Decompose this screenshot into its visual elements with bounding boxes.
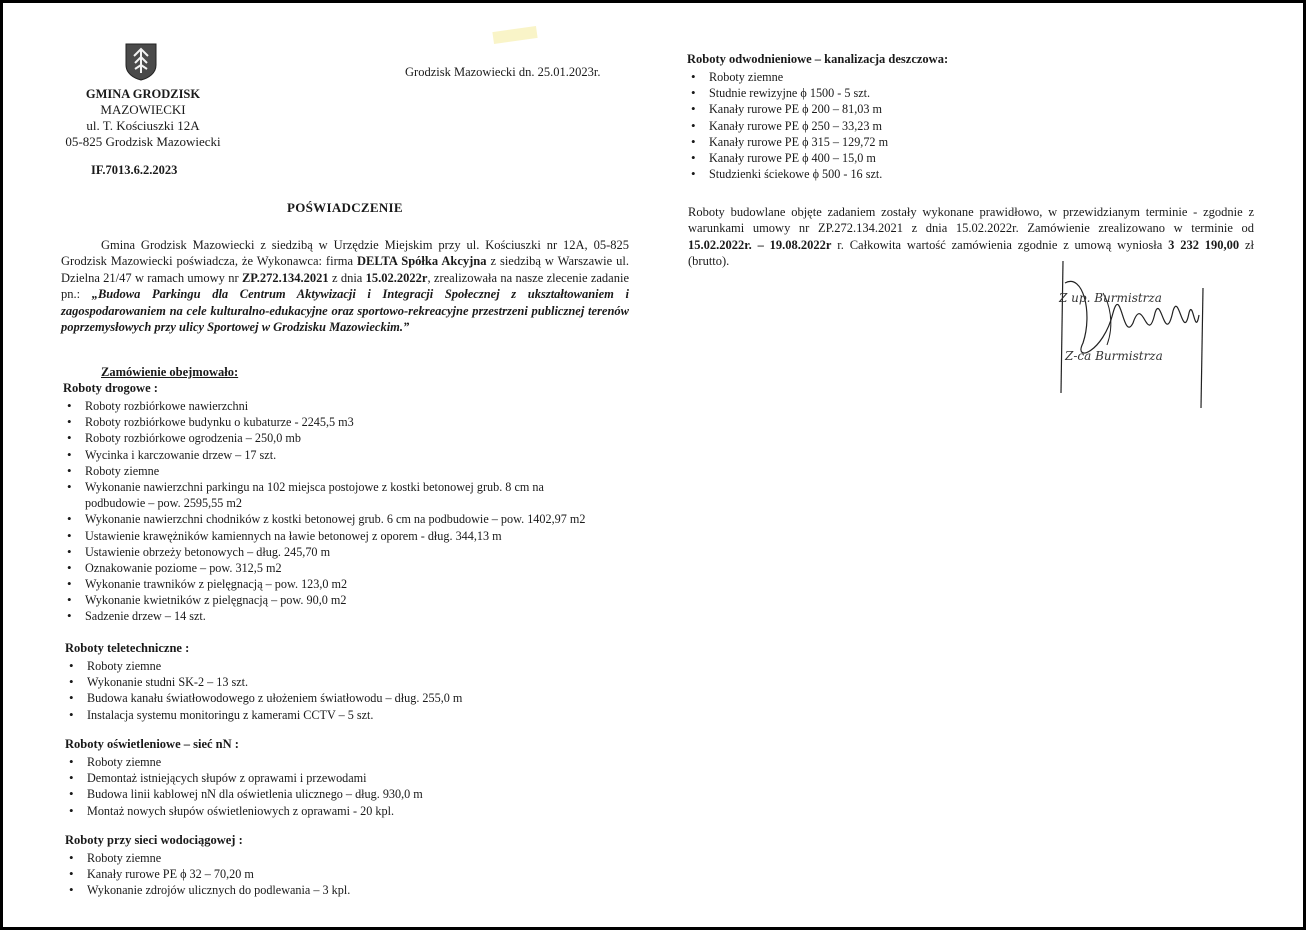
list-teletechniczne: [65, 658, 625, 723]
list-item: • Wykonanie studni SK-2 – 13 szt.: [65, 674, 625, 690]
closing-text-e: zł (brutto).: [688, 237, 1254, 269]
list-item: • Roboty rozbiórkowe budynku o kubaturze - 2245,5 m3: [63, 414, 633, 430]
list-item: • Roboty ziemne: [65, 658, 625, 674]
list-item: • Montaż nowych słupów oświetleniowych z oprawami - 20 kpl.: [65, 803, 625, 819]
section-title-drogowe: Roboty drogowe :: [63, 381, 158, 395]
list-item: • Budowa linii kablowej nN dla oświetlenia ulicznego – dług. 930,0 m: [65, 786, 625, 802]
list-item: • Roboty ziemne: [687, 69, 1247, 85]
list-item: • Wykonanie zdrojów ulicznych do podlewania – 3 kpl.: [65, 882, 625, 898]
list-item: • Demontaż istniejących słupów z oprawami i przewodami: [65, 770, 625, 786]
document-title: POŚWIADCZENIE: [287, 200, 403, 215]
list-item: • Roboty ziemne: [65, 850, 625, 866]
list-item: • Wykonanie kwietników z pielęgnacją – pow. 90,0 m2: [63, 592, 633, 608]
list-wodociagowe: [65, 850, 625, 899]
list-item: • Kanały rurowe PE ϕ 250 – 33,23 m: [687, 118, 1247, 134]
task-name: „Budowa Parkingu dla Centrum Aktywizacji i Integracji Społecznej z ukształtowaniem i zagospodarowaniem na cele kulturalno-edukacyjne oraz sportowo-rekreacyjne przestrzeni publicznej terenów poprzemysłowych przy ulicy Sportowej w Grodzisku Mazowieckim.”: [61, 287, 629, 335]
signature-line-2: Z-ca Burmistrza: [1065, 349, 1163, 363]
list-item: • Sadzenie drzew – 14 szt.: [63, 608, 633, 624]
handwritten-signature: [1043, 253, 1213, 413]
section-title-oswietleniowe: Roboty oświetleniowe – sieć nN :: [65, 737, 239, 751]
intro-text-4: , zrealizowała na nasze zlecenie zadanie pn.:: [61, 270, 629, 302]
closing-text-a: Roboty budowlane objęte zadaniem zostały wykonane prawidłowo, w przewidzianym terminie - zgodnie z warunkami umowy nr ZP.272.134.2021 z dnia 15.02.2022r. Zamówienie zrealizowano w terminie od: [688, 205, 1254, 236]
list-odwodnieniowe: [687, 69, 1247, 182]
list-item: • Roboty ziemne: [65, 754, 625, 770]
list-item: • Kanały rurowe PE ϕ 200 – 81,03 m: [687, 101, 1247, 117]
intro-text-1: Gmina Grodzisk Mazowiecki z siedzibą w Urzędzie Miejskim przy ul. Kościuszki nr 12A, 05-825 Grodzisk Mazowiecki poświadcza, że Wykonawca: firma: [61, 238, 629, 269]
list-item: • Studnie rewizyjne ϕ 1500 - 5 szt.: [687, 85, 1247, 101]
highlight-mark: [492, 26, 537, 44]
section-title-odwodnieniowe: Roboty odwodnieniowe – kanalizacja deszczowa:: [687, 52, 949, 66]
coat-of-arms-icon: [125, 43, 157, 86]
organization-header: [43, 87, 243, 150]
intro-text-3: z dnia: [328, 270, 366, 285]
list-item: • Budowa kanału światłowodowego z ułożeniem światłowodu – dług. 255,0 m: [65, 690, 625, 706]
org-name-line1: GMINA GRODZISK: [85, 87, 201, 101]
signature-block: [1043, 253, 1213, 413]
section-title-teletechniczne: Roboty teletechniczne :: [65, 641, 190, 655]
org-address-city: 05-825 Grodzisk Mazowiecki: [65, 134, 221, 149]
list-item: • Instalacja systemu monitoringu z kamerami CCTV – 5 szt.: [65, 707, 625, 723]
org-name-line2: MAZOWIECKI: [100, 102, 186, 117]
list-item: • Kanały rurowe PE ϕ 315 – 129,72 m: [687, 134, 1247, 150]
list-item: • Wycinka i karczowanie drzew – 17 szt.: [63, 447, 633, 463]
contractor-name: DELTA Spółka Akcyjna: [356, 254, 487, 269]
signature-line-1: Z up. Burmistrza: [1059, 291, 1162, 305]
list-item: • Ustawienie obrzeży betonowych – dług. 245,70 m: [63, 544, 633, 560]
intro-paragraph: [61, 237, 629, 335]
list-item: • Oznakowanie poziome – pow. 312,5 m2: [63, 560, 633, 576]
contract-number: ZP.272.134.2021: [241, 270, 329, 285]
contract-date: 15.02.2022r: [365, 270, 428, 285]
org-address-street: ul. T. Kościuszki 12A: [86, 118, 200, 133]
scope-heading: Zamówienie obejmowało:: [101, 365, 239, 379]
list-item: • Kanały rurowe PE ϕ 32 – 70,20 m: [65, 866, 625, 882]
list-item: • Ustawienie krawężników kamiennych na ławie betonowej z oporem - dług. 344,13 m: [63, 528, 633, 544]
list-item: • Roboty rozbiórkowe ogrodzenia – 250,0 mb: [63, 430, 633, 446]
total-value: 3 232 190,00: [1168, 237, 1240, 252]
document-reference: IF.7013.6.2.2023: [91, 163, 178, 177]
list-item: • Wykonanie nawierzchni parkingu na 102 miejsca postojowe z kostki betonowej grub. 8 cm na: [63, 479, 633, 495]
intro-text-2: z siedzibą w Warszawie ul. Dzielna 21/47 w ramach umowy nr: [61, 254, 629, 285]
closing-text-c: r. Całkowita wartość zamówienia zgodnie z umową wyniosła: [831, 237, 1169, 252]
list-item: • Kanały rurowe PE ϕ 400 – 15,0 m: [687, 150, 1247, 166]
list-item: • Roboty ziemne: [63, 463, 633, 479]
realization-period: 15.02.2022r. – 19.08.2022r: [688, 237, 832, 252]
list-item: • Wykonanie trawników z pielęgnacją – pow. 123,0 m2: [63, 576, 633, 592]
list-item-continuation: podbudowie – pow. 2595,55 m2: [85, 496, 242, 511]
list-item: • Roboty rozbiórkowe nawierzchni: [63, 398, 633, 414]
list-item: • Wykonanie nawierzchni chodników z kostki betonowej grub. 6 cm na podbudowie – pow. 1402,97 m2: [63, 511, 633, 527]
section-title-wodociagowe: Roboty przy sieci wodociągowej :: [65, 833, 243, 847]
list-drogowe: [63, 398, 633, 625]
list-item: • Studzienki ściekowe ϕ 500 - 16 szt.: [687, 166, 1247, 182]
document-date: Grodzisk Mazowiecki dn. 25.01.2023r.: [405, 65, 601, 79]
list-oswietleniowe: [65, 754, 625, 819]
